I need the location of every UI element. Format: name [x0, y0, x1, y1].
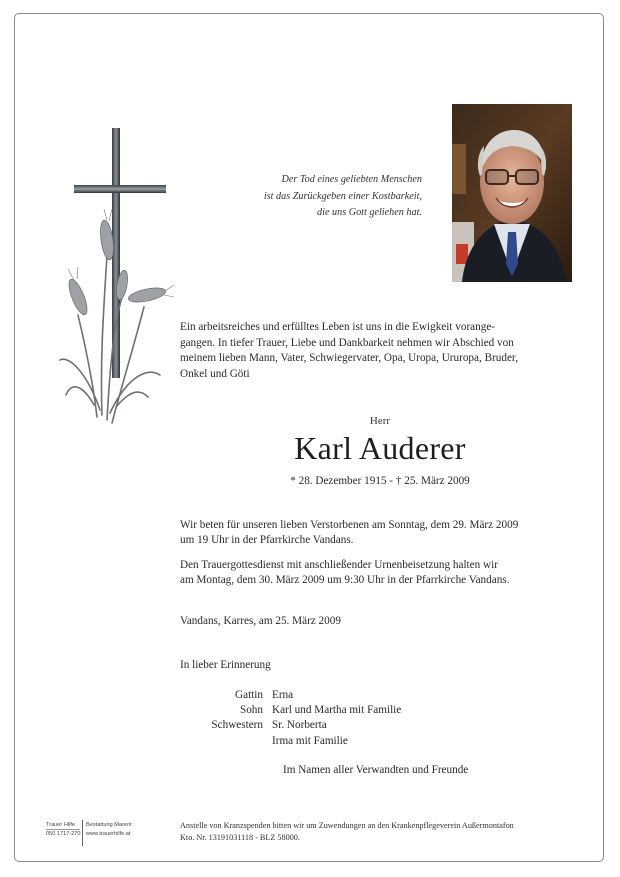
family-member: Erna	[272, 689, 294, 701]
family-row	[180, 688, 580, 703]
funeral-home-logo	[46, 820, 146, 848]
intro-line: Onkel und Göti	[180, 367, 250, 380]
logo-web: www.trauerhilfe.at	[86, 831, 131, 837]
prayer-line: um 19 Uhr in der Pfarrkirche Vandans.	[180, 533, 354, 546]
intro-line: meinem lieben Mann, Vater, Schwiegervater, Opa, Uropa, Ururopa, Bruder,	[180, 352, 518, 364]
service-notice	[180, 558, 590, 587]
logo-divider	[82, 820, 83, 846]
family-row	[180, 703, 580, 718]
portrait-photo	[452, 104, 572, 282]
quote-line: ist das Zurückgeben einer Kostbarkeit,	[263, 190, 422, 202]
family-row	[180, 718, 580, 733]
intro-line: Ein arbeitsreiches und erfülltes Leben ist uns in die Ewigkeit vorange-	[180, 321, 496, 333]
intro-text	[180, 320, 580, 382]
family-role: Schwestern	[211, 719, 263, 732]
service-line: Den Trauergottesdienst mit anschließender Urnenbeisetzung halten wir	[180, 559, 498, 571]
family-row	[180, 734, 580, 749]
quote-line: Der Tod eines geliebten Menschen	[281, 174, 422, 185]
cross-wheat-icon	[52, 125, 177, 430]
honorific: Herr	[369, 415, 391, 427]
life-dates: * 28. Dezember 1915 - † 25. März 2009	[290, 475, 470, 487]
family-member: Karl und Martha mit Familie	[272, 704, 402, 717]
quote	[210, 172, 422, 222]
family-role: Sohn	[239, 704, 263, 717]
service-line: am Montag, dem 30. März 2009 um 9:30 Uhr in der Pfarrkirche Vandans.	[180, 573, 510, 586]
family-role: Gattin	[235, 689, 263, 701]
footer-line: Anstelle von Kranzspenden bitten wir um Zuwendungen an den Krankenpflegeverein Außermontafon	[180, 821, 514, 830]
donation-note	[180, 820, 590, 843]
logo-phone: 050 1717-270	[46, 831, 81, 837]
prayer-notice	[180, 518, 590, 547]
deceased-name: Karl Auderer	[294, 430, 466, 466]
family-member: Sr. Norberta	[272, 719, 327, 732]
family-role	[180, 734, 272, 749]
closing-line: Im Namen aller Verwandten und Freunde	[283, 764, 469, 776]
logo-name-right: Bestattung Marent	[86, 822, 132, 828]
family-member: Irma mit Familie	[272, 734, 348, 747]
logo-divider	[46, 829, 80, 830]
remembrance-heading: In lieber Erinnerung	[180, 659, 271, 671]
place-date: Vandans, Karres, am 25. März 2009	[180, 615, 341, 627]
intro-line: gangen. In tiefer Trauer, Liebe und Dankbarkeit nehmen wir Abschied von	[180, 336, 514, 349]
logo-name-left: Trauer Hilfe	[46, 822, 76, 828]
footer-line: Kto. Nr. 13191031118 - BLZ 58000.	[180, 832, 300, 842]
prayer-line: Wir beten für unseren lieben Verstorbenen am Sonntag, dem 29. März 2009	[180, 519, 519, 531]
quote-line: die uns Gott geliehen hat.	[317, 207, 422, 218]
family-list	[180, 688, 580, 749]
